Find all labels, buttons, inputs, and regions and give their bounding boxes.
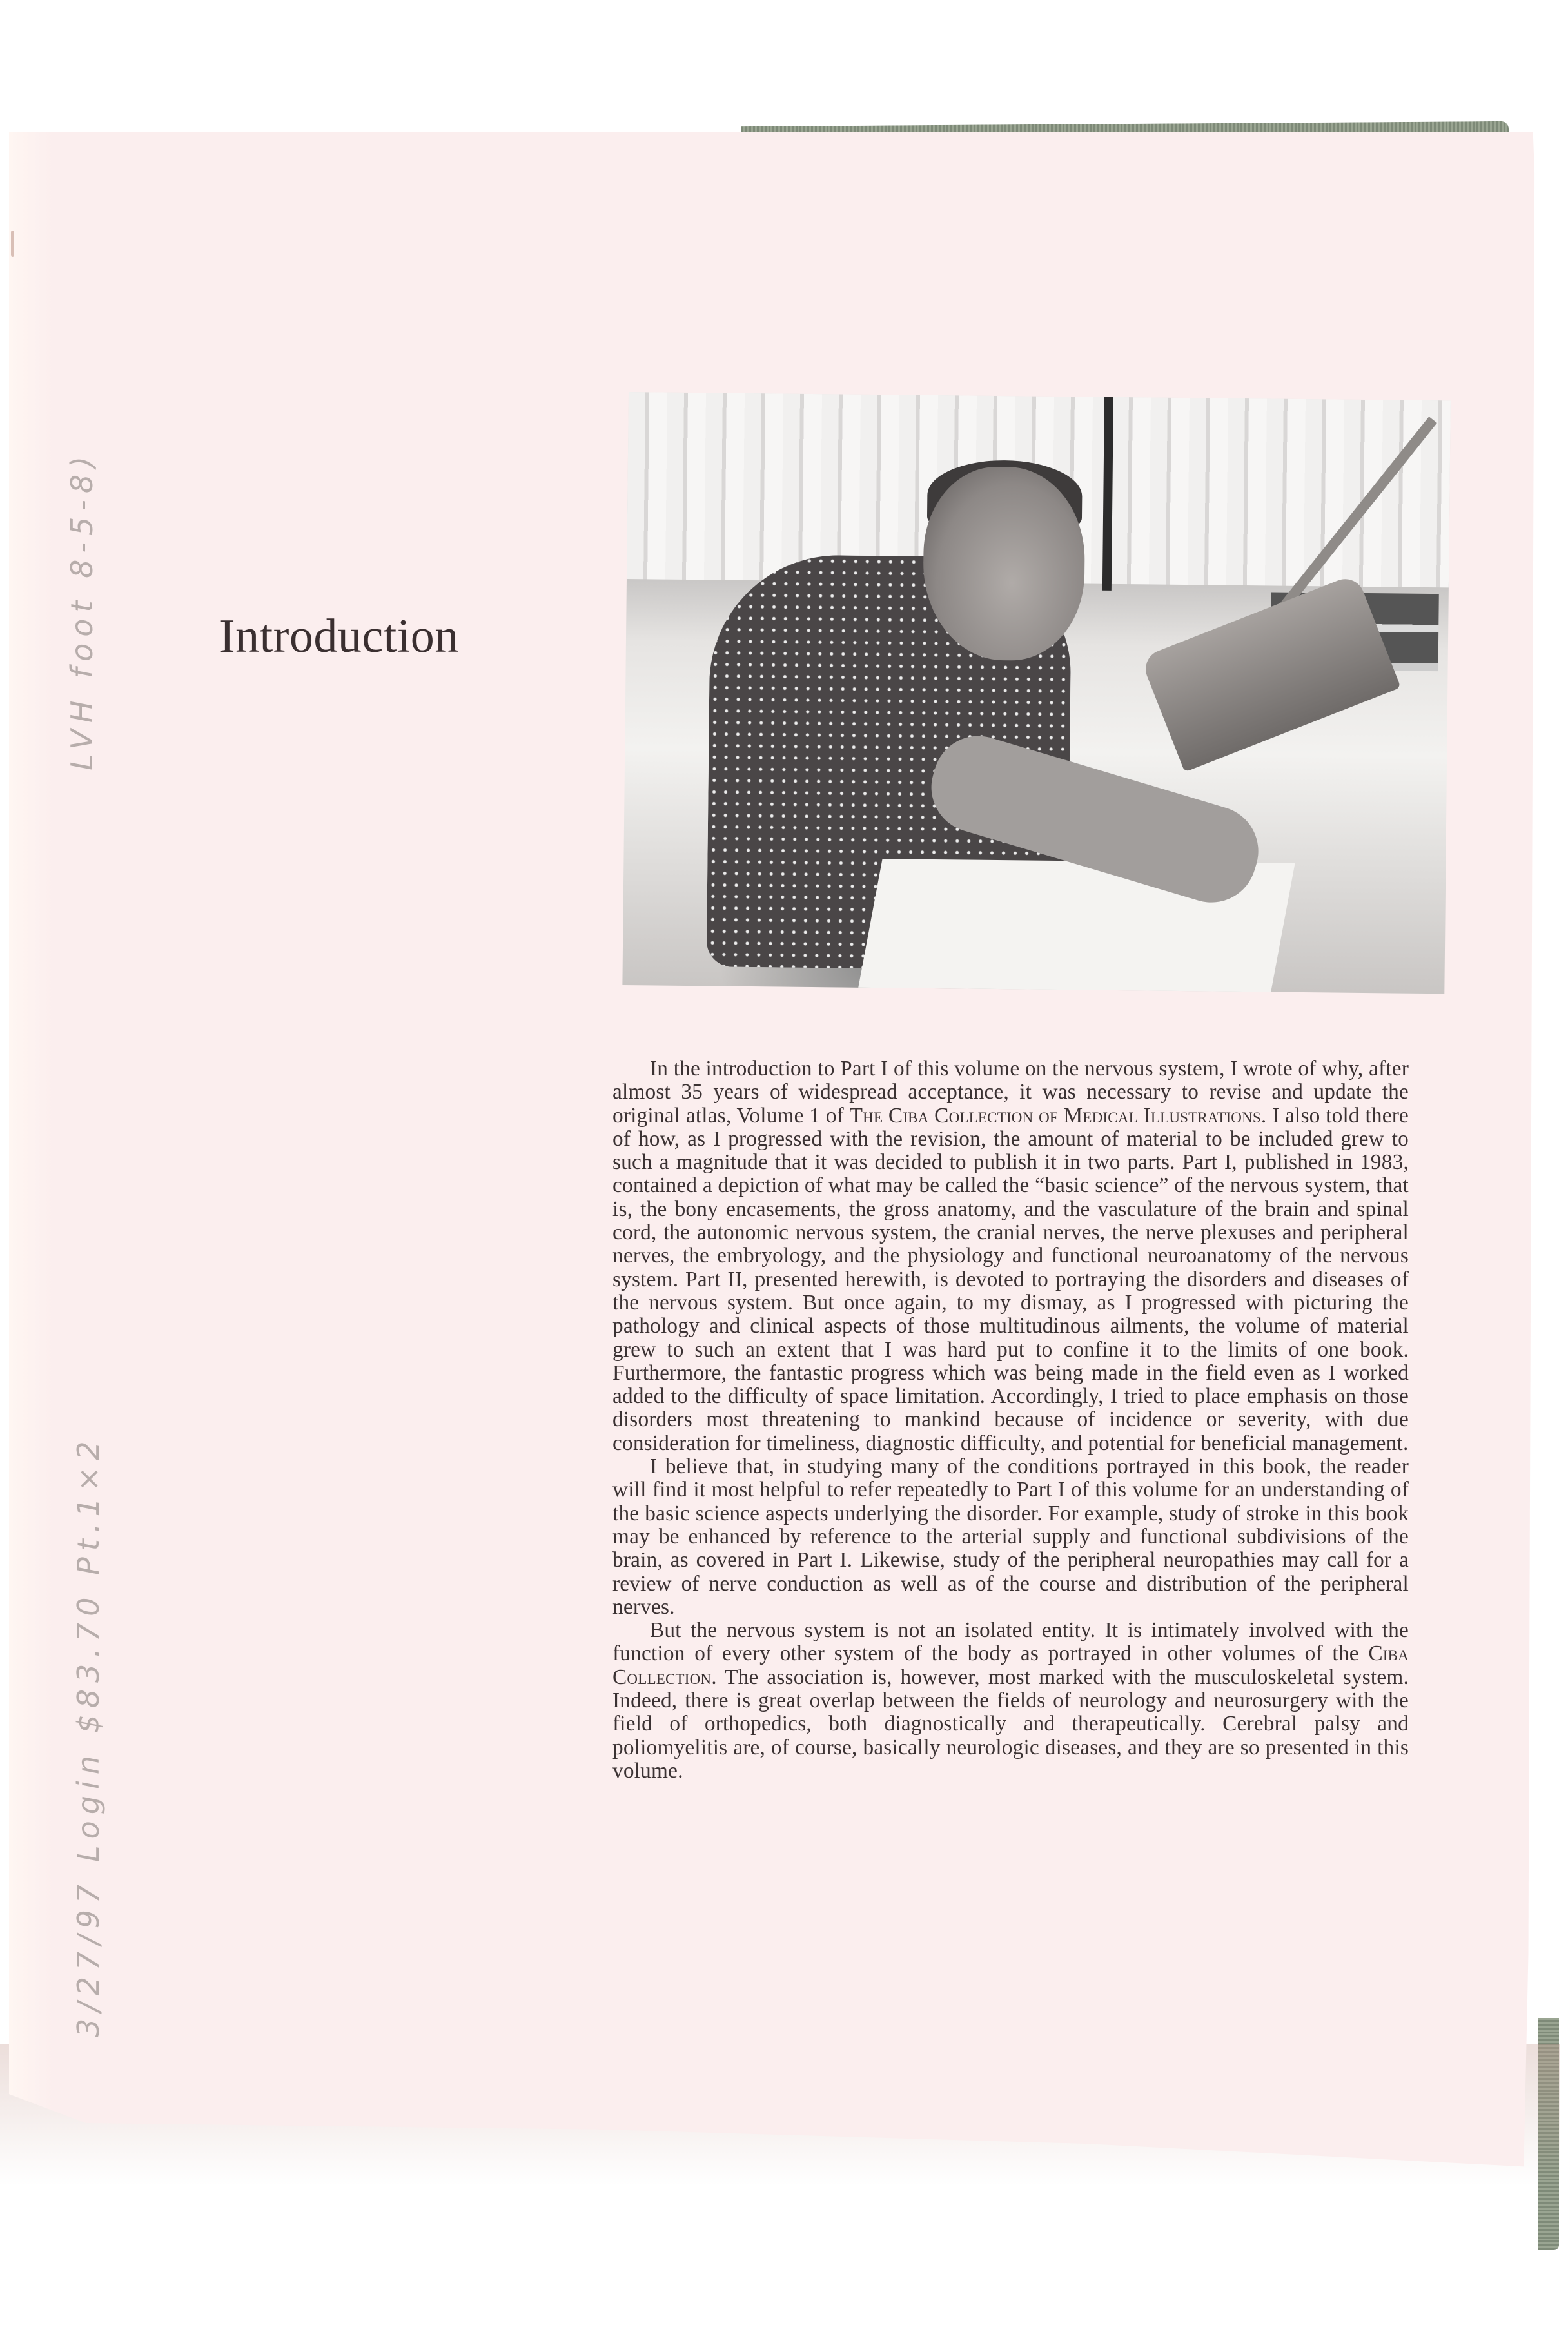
- small-caps-title: The Ciba Collection of Medical Illustrations: [849, 1103, 1261, 1128]
- pencil-note-lower: 3/27/97 Login $83.70 Pt.1×2: [71, 1435, 106, 2037]
- paragraph-text: In the introduction to Part I of this volume on the nervous system, I wrote of why, after almost 35 years of widespread acceptance, it was necessary to revise and update the original atlas, Volume 1 of: [612, 1057, 1409, 1128]
- paragraph-text: . The association is, however, most marked with the musculoskeletal system. Indeed, there is great overlap between the fields of neurology and neurosurgery with the field of orthopedics, both diagnostically and therapeutically. Cerebral palsy and poliomyelitis are, of course, basically neurologic diseases, and they are so presented in this volume.: [612, 1665, 1409, 1783]
- page-title: Introduction: [219, 609, 459, 663]
- desk-lamp: [1140, 573, 1401, 772]
- body-paragraph: [612, 1619, 1409, 1783]
- paragraph-text: I believe that, in studying many of the conditions portrayed in this book, the reader will find it most helpful to refer repeatedly to Part I of this volume for an understanding of the basic science aspects underlying the disorder. For example, study of stroke in this book may be enhanced by reference to the arterial supply and functional subdivisions of the brain, as covered in Part I. Likewise, study of the peripheral neuropathies may call for a review of nerve conduction as well as of the course and distribution of the peripheral nerves.: [612, 1455, 1409, 1619]
- paragraph-text: . I also told there of how, as I progressed with the revision, the amount of material to be included grew to such a magnitude that it was decided to publish it in two parts. Part I, published in 1983, contained a depiction of what may be called the “basic science” of the nervous system, that is, the bony encasements, the gross anatomy, and the vasculature of the brain and spinal cord, the autonomic nervous system, the cranial nerves, the nerve plexuses and peripheral nerves, the embryology, and the physiology and functional neuroanatomy of the nervous system. Part II, presented herewith, is devoted to portraying the disorders and diseases of the nervous system. But once again, to my dismay, as I progressed with picturing the pathology and clinical aspects of those multitudinous ailments, the volume of material grew to such an extent that I was hard put to confine it to the limits of one book. Furthermore, the fantastic progress which was being made in the field even as I worked added to the difficulty of space limitation. Accordingly, I tried to place emphasis on those disorders most threatening to mankind because of incidence or severity, with due consideration for timeliness, diagnostic difficulty, and potential for beneficial management.: [612, 1103, 1409, 1455]
- curtain-right: [1110, 397, 1451, 587]
- body-paragraph: [612, 1057, 1409, 1455]
- body-paragraph: [612, 1455, 1409, 1619]
- page-mark: [11, 231, 14, 257]
- small-caps-title: Ciba Collection: [612, 1642, 1409, 1689]
- introduction-body: [612, 1057, 1409, 1783]
- paragraph-text: But the nervous system is not an isolated entity. It is intimately involved with the function of every other system of the body as portrayed in other volumes of the: [612, 1618, 1409, 1666]
- illustrator-photo: [622, 392, 1451, 994]
- pencil-note-upper: LVH foot 8-5-8): [64, 449, 99, 770]
- person-head: [923, 466, 1086, 662]
